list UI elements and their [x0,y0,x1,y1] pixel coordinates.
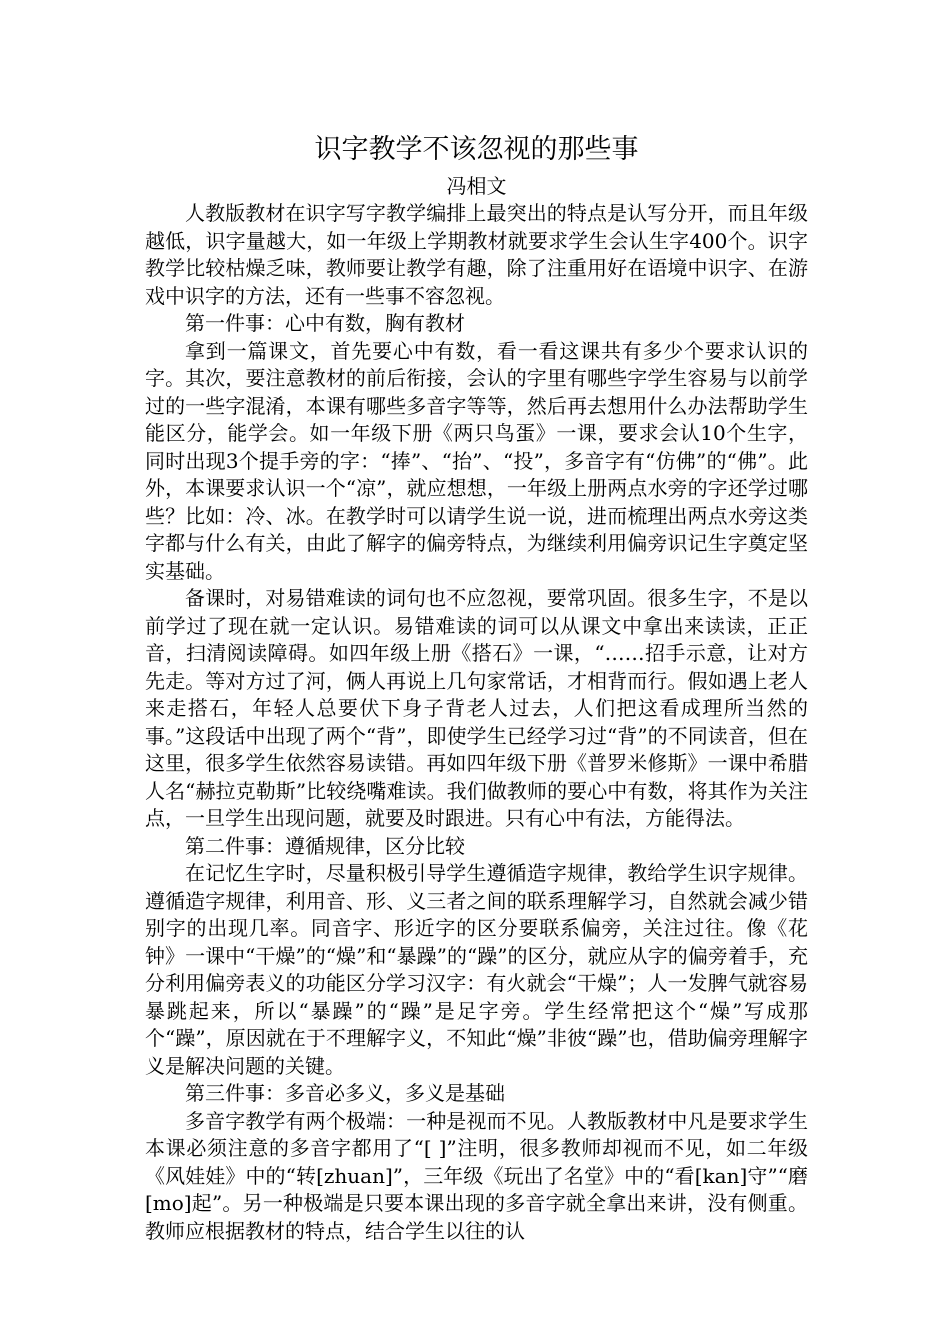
document-title: 识字教学不该忽视的那些事 [314,134,639,165]
intro-paragraph: 人教版教材在识字写字教学编排上最突出的特点是认写分开，而且年级越低，识字量越大，如一年级上学期教材就要求学生会认生字400个。识字教学比较枯燥乏味，教师要让教学有趣，除了注重用好在语境中识字、在游戏中识字的方法，还有一些事不容忽视。 [145,201,808,308]
section-2-heading: 第二件事：遵循规律，区分比较 [185,833,465,858]
section-1-paragraph-1: 拿到一篇课文，首先要心中有数，看一看这课共有多少个要求认识的字。其次，要注意教材的前后衔接，会认的字里有哪些字学生容易与以前学过的一些字混淆，本课有哪些多音字等等，然后再去想用什么办法帮助学生能区分，能学会。如一年级下册《两只鸟蛋》一课，要求会认10个生字，同时出现3个提手旁的字：“捧”、“抬”、“投”，多音字有“仿佛”的“佛”。此外，本课要求认识一个“凉”，就应想想，一年级上册两点水旁的字还学过哪些？比如：冷、冰。在教学时可以请学生说一说，进而梳理出两点水旁这类字都与什么有关，由此了解字的偏旁特点，为继续利用偏旁识记生字奠定坚实基础。 [145,338,808,583]
author-name: 冯相文 [446,174,507,198]
section-1-heading: 第一件事：心中有数，胸有教材 [185,311,465,335]
section-2-paragraph-1: 在记忆生字时，尽量积极引导学生遵循造字规律，教给学生识字规律。遵循造字规律，利用音、形、义三者之间的联系理解学习，自然就会减少错别字的出现几率。同音字、形近字的区分要联系偏旁，关注过往。像《花钟》一课中“干燥”的“燥”和“暴躁”的“躁”的区分，就应从字的偏旁着手，充分利用偏旁表义的功能区分学习汉字：有火就会“干燥”；人一发脾气就容易暴跳起来，所以“暴躁”的“躁”是足字旁。学生经常把这个“燥”写成那个“躁”，原因就在于不理解字义，不知此“燥”非彼“躁”也，借助偏旁理解字义是解决问题的关键。 [145,861,808,1078]
section-1-paragraph-2: 备课时，对易错难读的词句也不应忽视，要常巩固。很多生字，不是以前学过了现在就一定认识。易错难读的词可以从课文中拿出来读读，正正音，扫清阅读障碍。如四年级上册《搭石》一课，“……招手示意，让对方先走。等对方过了河，俩人再说上几句家常话，才相背而行。假如遇上老人来走搭石，年轻人总要伏下身子背老人过去，人们把这看成理所当然的事。”这段话中出现了两个“背”，即使学生已经学习过“背”的不同读音，但在这里，很多学生依然容易读错。再如四年级下册《普罗米修斯》一课中希腊人名“赫拉克勒斯”比较绕嘴难读。我们做教师的要心中有数，将其作为关注点，一旦学生出现问题，就要及时跟进。只有心中有法，方能得法。 [145,586,808,830]
section-3-heading: 第三件事：多音必多义，多义是基础 [185,1081,505,1105]
document-page [145,128,808,1245]
section-3-paragraph-1: 多音字教学有两个极端：一种是视而不见。人教版教材中凡是要求学生本课必须注意的多音字都用了“[ ]”注明，很多教师却视而不见，如二年级《风娃娃》中的“转[zhuan]”，三年级《玩出了名堂》中的“看[kan]守”“磨[mo]起”。另一种极端是只要本课出现的多音字就全拿出来讲，没有侧重。教师应根据教材的特点，结合学生以往的认 [145,1108,808,1243]
